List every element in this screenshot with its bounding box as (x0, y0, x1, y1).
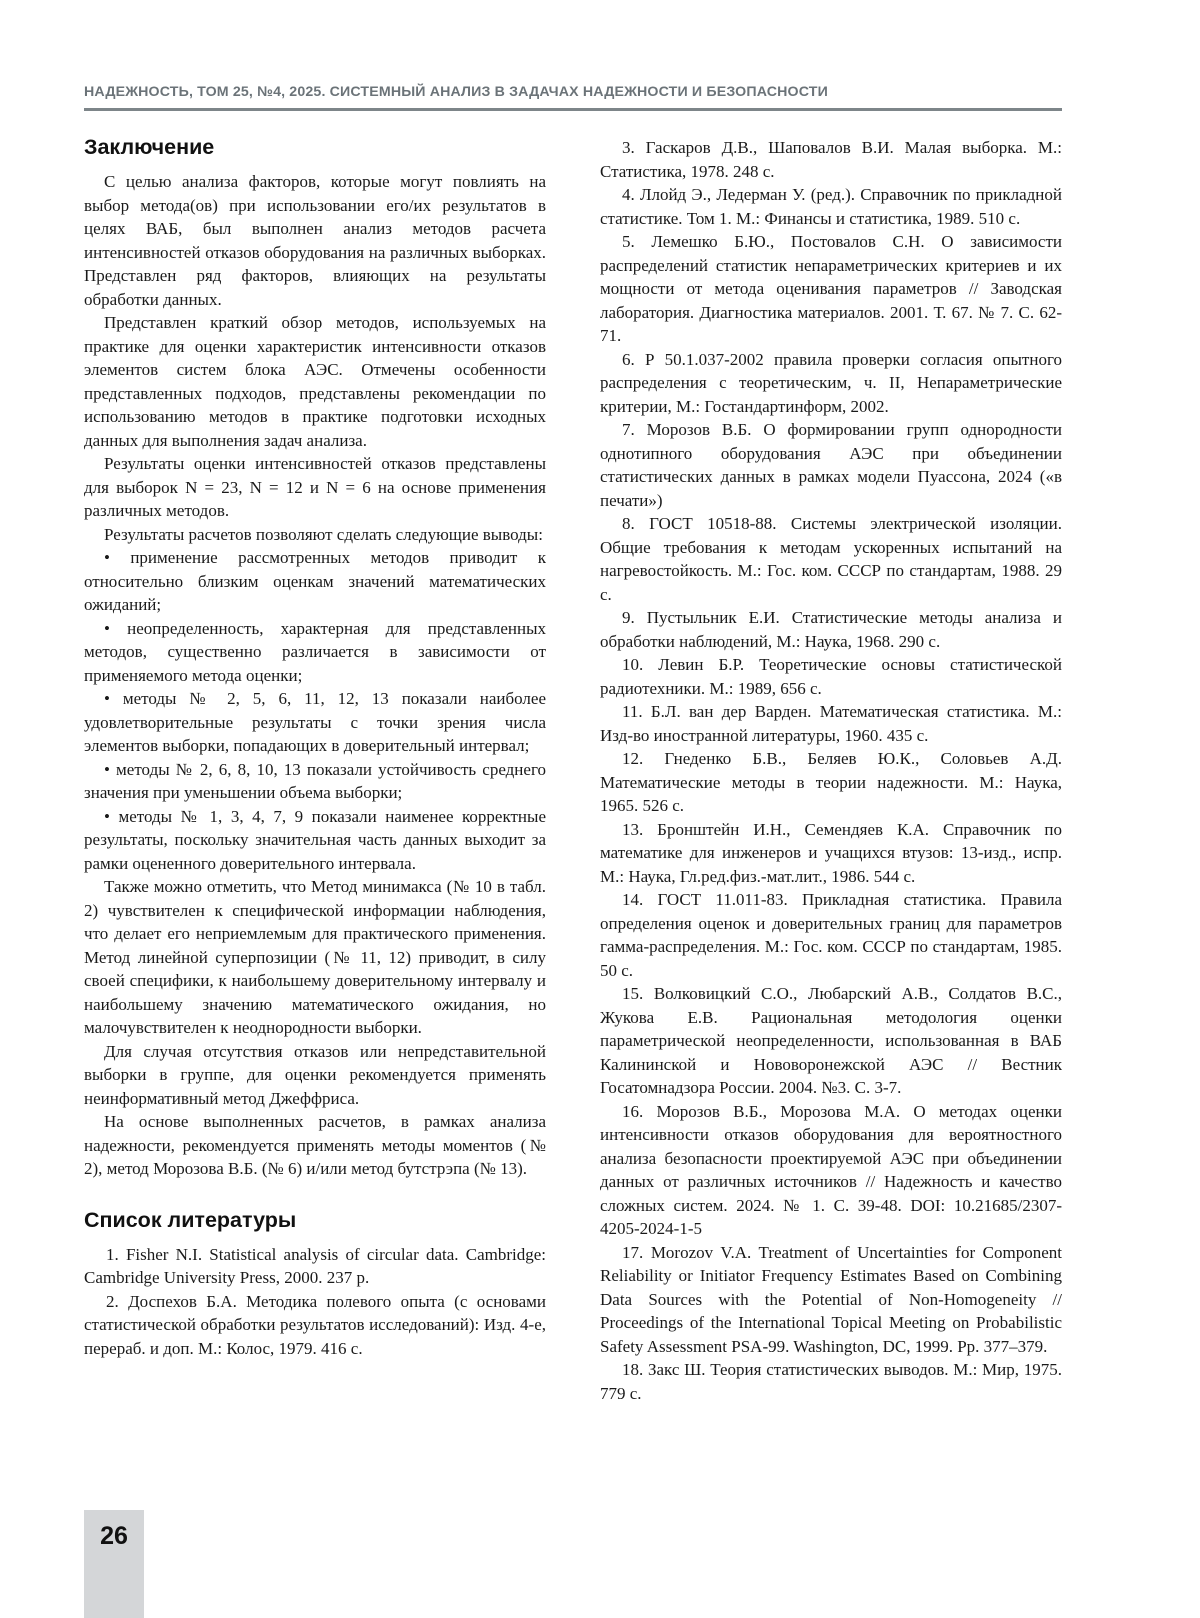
conclusion-paragraph-3: Результаты оценки интенсивностей отказов представлены для выборок N = 23, N = 12 и N = 6 на основе применения различных методов. (84, 454, 546, 520)
reference-item-15: 15. Волковицкий С.О., Любарский А.В., Солдатов В.С., Жукова Е.В. Рациональная методология оценки параметрической неопределенности, использованная в ВАБ Калининской и Нововоронежской АЭС // Вестник Госатомнадзора России. 2004. №3. С. 3-7. (600, 984, 1062, 1097)
conclusion-bullet-1: • применение рассмотренных методов приводит к относительно близким оценкам значений математических ожиданий; (84, 548, 546, 614)
conclusion-paragraph-4: Результаты расчетов позволяют сделать следующие выводы: (104, 524, 543, 544)
reference-item-18: 18. Закс Ш. Теория статистических выводов. М.: Мир, 1975. 779 с. (600, 1360, 1062, 1403)
page-number-tab (84, 1510, 144, 1618)
header-rule (84, 108, 1062, 111)
right-column (600, 136, 1062, 1405)
reference-item-12: 12. Гнеденко Б.В., Беляев Ю.К., Соловьев А.Д. Математические методы в теории надежности. М.: Наука, 1965. 526 с. (600, 749, 1062, 815)
reference-item-8: 8. ГОСТ 10518-88. Системы электрической изоляции. Общие требования к методам ускоренных испытаний на нагревостойкость. М.: Гос. ком. СССР по стандартам, 1988. 29 с. (600, 514, 1062, 604)
reference-item-10: 10. Левин Б.Р. Теоретические основы статистической радиотехники. М.: 1989, 656 с. (600, 655, 1062, 698)
reference-item-1: 1. Fisher N.I. Statistical analysis of circular data. Cambridge: Cambridge University Press, 2000. 237 p. (84, 1244, 546, 1287)
page-number: 26 (100, 1522, 128, 1550)
conclusion-paragraph-7: На основе выполненных расчетов, в рамках анализа надежности, рекомендуется применять методы моментов (№ 2), метод Морозова В.Б. (№ 6) и/или метод бутстрэпа (№ 13). (84, 1112, 546, 1178)
conclusion-paragraph-1: С целью анализа факторов, которые могут повлиять на выбор метода(ов) при использовании его/их результатов в целях ВАБ, был выполнен анализ методов расчета интенсивностей отказов оборудования на различных выборках. Представлен ряд факторов, влияющих на результаты обработки данных. (84, 172, 546, 309)
reference-item-6: 6. Р 50.1.037-2002 правила проверки согласия опытного распределения с теоретическим, ч. II, Непараметрические критерии, М.: Гостандартинформ, 2002. (600, 349, 1062, 416)
conclusion-paragraph-6: Для случая отсутствия отказов или непредставительной выборки в группе, для оценки рекомендуется применять неинформативный метод Джеффриса. (84, 1041, 546, 1108)
references-heading: Список литературы (84, 1207, 297, 1232)
reference-item-16: 16. Морозов В.Б., Морозова М.А. О методах оценки интенсивности отказов оборудования для вероятностного анализа безопасности проектируемой АЭС при объединении данных от различных источников // Надежность и качество сложных систем. 2024. № 1. С. 39-48. DOI: 10.21685/2307-4205-2024-1-5 (600, 1101, 1062, 1238)
reference-item-5: 5. Лемешко Б.Ю., Постовалов С.Н. О зависимости распределений статистик непараметрических критериев и их мощности от метода оценивания параметров // Заводская лаборатория. Диагностика материалов. 2001. Т. 67. № 7. С. 62-71. (600, 232, 1062, 345)
reference-item-14: 14. ГОСТ 11.011-83. Прикладная статистика. Правила определения оценок и доверительных границ для параметров гамма-распределения. М.: Гос. ком. СССР по стандартам, 1985. 50 с. (600, 890, 1062, 980)
conclusion-bullet-5: • методы № 1, 3, 4, 7, 9 показали наименее корректные результаты, поскольку значительная часть данных выходит за рамки оцененного доверительного интервала. (84, 806, 546, 873)
reference-item-7: 7. Морозов В.Б. О формировании групп однородности однотипного оборудования АЭС при объединении статистических данных в рамках модели Пуассона, 2024 («в печати») (600, 420, 1062, 510)
conclusion-bullet-2: • неопределенность, характерная для представленных методов, существенно различается в зависимости от применяемого метода оценки; (84, 618, 546, 685)
conclusion-paragraph-2: Представлен краткий обзор методов, используемых на практике для оценки характеристик интенсивности отказов элементов систем блока АЭС. Отмечены особенности представленных подходов, представлены рекомендации по использованию методов в практике подготовки исходных данных для выполнения задач анализа. (84, 313, 546, 450)
reference-item-3: 3. Гаскаров Д.В., Шаповалов В.И. Малая выборка. М.: Статистика, 1978. 248 с. (600, 138, 1062, 181)
conclusion-heading: Заключение (84, 135, 215, 159)
reference-item-2: 2. Доспехов Б.А. Методика полевого опыта (с основами статистической обработки результатов исследований): Изд. 4-е, перераб. и доп. М.: Колос, 1979. 416 с. (84, 1291, 546, 1358)
conclusion-paragraph-5: Также можно отметить, что Метод минимакса (№ 10 в табл. 2) чувствителен к специфической информации наблюдения, что делает его неприемлемым для практического применения. Метод линейной суперпозиции (№ 11, 12) приводит, в силу своей специфики, к наибольшему доверительному интервалу и наибольшему значению математического ожидания, но малочувствителен к неоднородности выборки. (84, 877, 546, 1037)
reference-item-4: 4. Ллойд Э., Ледерман У. (ред.). Справочник по прикладной статистике. Том 1. М.: Финансы и статистика, 1989. 510 с. (600, 185, 1062, 228)
reference-item-11: 11. Б.Л. ван дер Варден. Математическая статистика. М.: Изд-во иностранной литературы, 1960. 435 с. (600, 702, 1062, 745)
reference-item-9: 9. Пустыльник Е.И. Статистические методы анализа и обработки наблюдений, М.: Наука, 1968. 290 с. (600, 608, 1062, 651)
left-column (84, 132, 546, 1360)
conclusion-bullet-3: • методы № 2, 5, 6, 11, 12, 13 показали наиболее удовлетворительные результаты с точки зрения числа элементов выборки, попадающих в доверительный интервал; (84, 689, 546, 755)
reference-item-17: 17. Morozov V.A. Treatment of Uncertainties for Component Reliability or Initiator Frequency Estimates Based on Combining Data Sources with the Potential of Non-Homogeneity // Proceedings of the International Topical Meeting on Probabilistic Safety Assessment PSA-99. Washington, DC, 1999. Pp. 377–379. (600, 1242, 1062, 1356)
running-header-title: НАДЕЖНОСТЬ, ТОМ 25, №4, 2025. СИСТЕМНЫЙ АНАЛИЗ В ЗАДАЧАХ НАДЕЖНОСТИ И БЕЗОПАСНОСТИ (84, 84, 828, 100)
reference-item-13: 13. Бронштейн И.Н., Семендяев К.А. Справочник по математике для инженеров и учащихся втузов: 13-изд., испр. М.: Наука, Гл.ред.физ.-мат.лит., 1986. 544 с. (600, 819, 1062, 886)
conclusion-bullet-4: • методы № 2, 6, 8, 10, 13 показали устойчивость среднего значения при уменьшении объема выборки; (84, 759, 546, 802)
